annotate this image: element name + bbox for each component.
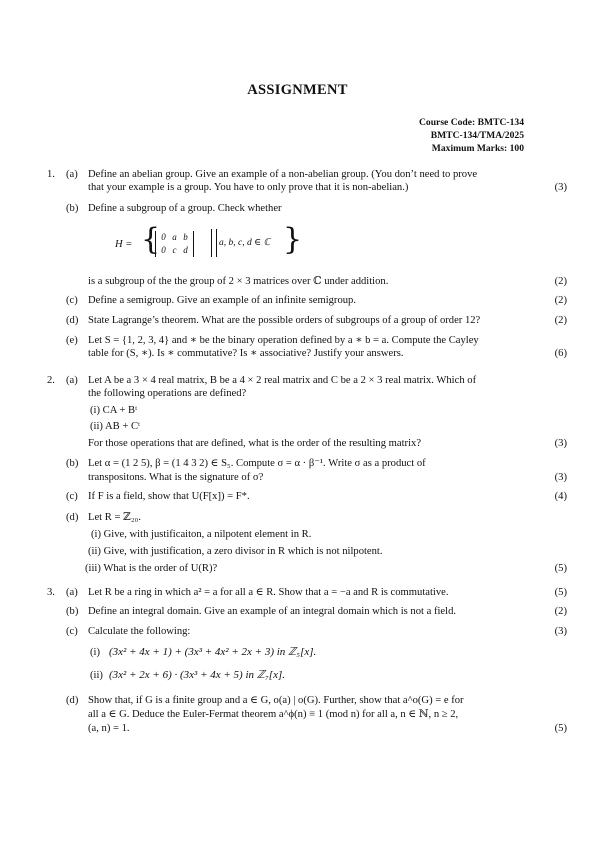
q1e-label: (e) bbox=[66, 335, 78, 346]
q3a-line1: Let R be a ring in which a² = a for all a ∈ R. Show that a = −a and R is commutative. bbox=[88, 587, 449, 598]
q1a-line1: Define an abelian group. Give an example of a non-abelian group. (You don’t need to prove bbox=[88, 169, 478, 180]
q2a-label: (a) bbox=[66, 375, 78, 386]
q2a-marks: (3) bbox=[554, 438, 567, 449]
left-brace: { bbox=[141, 222, 161, 257]
q1e-line1: Let S = {1, 2, 3, 4} and ∗ be the binary operation defined by a ∗ b = a. Compute the Cayley bbox=[88, 335, 479, 346]
q3b-line1: Define an integral domain. Give an example of an integral domain which is not a field. bbox=[88, 606, 457, 617]
q3d-label: (d) bbox=[66, 695, 79, 706]
course-code: Course Code: BMTC-134 bbox=[419, 117, 524, 128]
q1a-label: (a) bbox=[66, 169, 78, 180]
q2a-line3: For those operations that are defined, what is the order of the resulting matrix? bbox=[88, 438, 422, 449]
q2c-line1: If F is a field, show that U(F[x]) = F*. bbox=[88, 491, 250, 502]
q2a-line1: Let A be a 3 × 4 real matrix, B be a 4 × 2 real matrix and C be a 2 × 3 real matrix. Which of bbox=[88, 375, 477, 386]
q1e-marks: (6) bbox=[554, 348, 567, 359]
q3d-marks: (5) bbox=[554, 723, 567, 734]
q2d-part-iii: (iii) What is the order of U(R)? bbox=[85, 563, 218, 574]
matrix-entry: a bbox=[172, 232, 177, 242]
q1b-line2: is a subgroup of the the group of 2 × 3 matrices over ℂ under addition. bbox=[88, 276, 389, 287]
q3b-marks: (2) bbox=[554, 606, 567, 617]
q1d-label: (d) bbox=[66, 315, 79, 326]
matrix-entry: 0 bbox=[161, 245, 166, 255]
matrix-entry: c bbox=[172, 245, 177, 255]
tma-code: BMTC-134/TMA/2025 bbox=[430, 130, 524, 141]
q3c-line1: Calculate the following: bbox=[88, 626, 191, 637]
matrix-2x3 bbox=[155, 231, 194, 257]
page-title: ASSIGNMENT bbox=[247, 82, 348, 98]
q3a-marks: (5) bbox=[554, 587, 567, 598]
q1c-label: (c) bbox=[66, 295, 78, 306]
q2a-part-i: (i) CA + Bᵗ bbox=[90, 405, 138, 416]
q1b-line1: Define a subgroup of a group. Check whether bbox=[88, 203, 282, 214]
q1a-marks: (3) bbox=[554, 182, 567, 193]
q3c-marks: (3) bbox=[554, 626, 567, 637]
q2a-part-ii: (ii) AB + Cᵗ bbox=[90, 421, 141, 432]
q1c-marks: (2) bbox=[554, 295, 567, 306]
q3d-line2: all a ∈ G. Deduce the Euler-Fermat theorem a^ϕ(n) ≡ 1 (mod n) for all a, n ∈ ℕ, n ≥ 2, bbox=[88, 709, 459, 720]
q1a-line2: that your example is a group. You have to only prove that it is non-abelian.) bbox=[88, 182, 409, 193]
q1d-line1: State Lagrange’s theorem. What are the possible orders of subgroups of a group of order 12? bbox=[88, 315, 481, 326]
q3c-part-ii-expression: (3x² + 2x + 6) · (3x³ + 4x + 5) in ℤ₇[x]. bbox=[109, 669, 285, 681]
q3c-part-ii-label: (ii) bbox=[90, 670, 103, 681]
q1b-label: (b) bbox=[66, 203, 79, 214]
matrix-entry: d bbox=[183, 245, 188, 255]
q2b-marks: (3) bbox=[554, 472, 567, 483]
q3b-label: (b) bbox=[66, 606, 79, 617]
question-3-number: 3. bbox=[47, 587, 55, 598]
q2c-label: (c) bbox=[66, 491, 78, 502]
q2d-part-i: (i) Give, with justificaiton, a nilpotent element in R. bbox=[91, 529, 312, 540]
q3c-label: (c) bbox=[66, 626, 78, 637]
q3c-part-i-label: (i) bbox=[90, 647, 100, 658]
set-h-definition bbox=[115, 222, 305, 261]
q1e-line2: table for (S, ∗). Is ∗ commutative? Is ∗ associative? Justify your answers. bbox=[88, 348, 404, 359]
question-2-number: 2. bbox=[47, 375, 55, 386]
q2d-line1: Let R = ℤ₂₀. bbox=[88, 512, 141, 523]
q1c-line1: Define a semigroup. Give an example of an infinite semigroup. bbox=[88, 295, 356, 306]
q3c-part-i-expression: (3x² + 4x + 1) + (3x³ + 4x² + 2x + 3) in ℤ₅[x]. bbox=[109, 646, 317, 658]
question-1-number: 1. bbox=[47, 169, 55, 180]
q2d-label: (d) bbox=[66, 512, 79, 523]
q2a-line2: the following operations are defined? bbox=[88, 388, 247, 399]
q3d-line3: (a, n) = 1. bbox=[88, 723, 130, 734]
q2b-line1: Let α = (1 2 5), β = (1 4 3 2) ∈ S₅. Compute σ = α · β⁻¹. Write σ as a product of bbox=[88, 458, 426, 469]
such-that-bar bbox=[211, 229, 217, 257]
q3a-label: (a) bbox=[66, 587, 78, 598]
q2d-part-ii: (ii) Give, with justification, a zero divisor in R which is not nilpotent. bbox=[88, 546, 383, 557]
matrix-entry: 0 bbox=[161, 232, 166, 242]
maximum-marks: Maximum Marks: 100 bbox=[431, 143, 524, 154]
q2c-marks: (4) bbox=[554, 491, 567, 502]
set-h-lhs: H = bbox=[115, 239, 133, 250]
right-brace: } bbox=[283, 222, 303, 257]
q2d-marks: (5) bbox=[554, 563, 567, 574]
q1d-marks: (2) bbox=[554, 315, 567, 326]
q3d-line1: Show that, if G is a finite group and a ∈ G, o(a) | o(G). Further, show that a^o(G) = e for bbox=[88, 695, 464, 706]
q1b-marks: (2) bbox=[554, 276, 567, 287]
q2b-line2: transpositons. What is the signature of σ? bbox=[88, 472, 264, 483]
matrix-entry: b bbox=[183, 232, 188, 242]
set-condition: a, b, c, d ∈ ℂ bbox=[219, 238, 271, 248]
q2b-label: (b) bbox=[66, 458, 79, 469]
